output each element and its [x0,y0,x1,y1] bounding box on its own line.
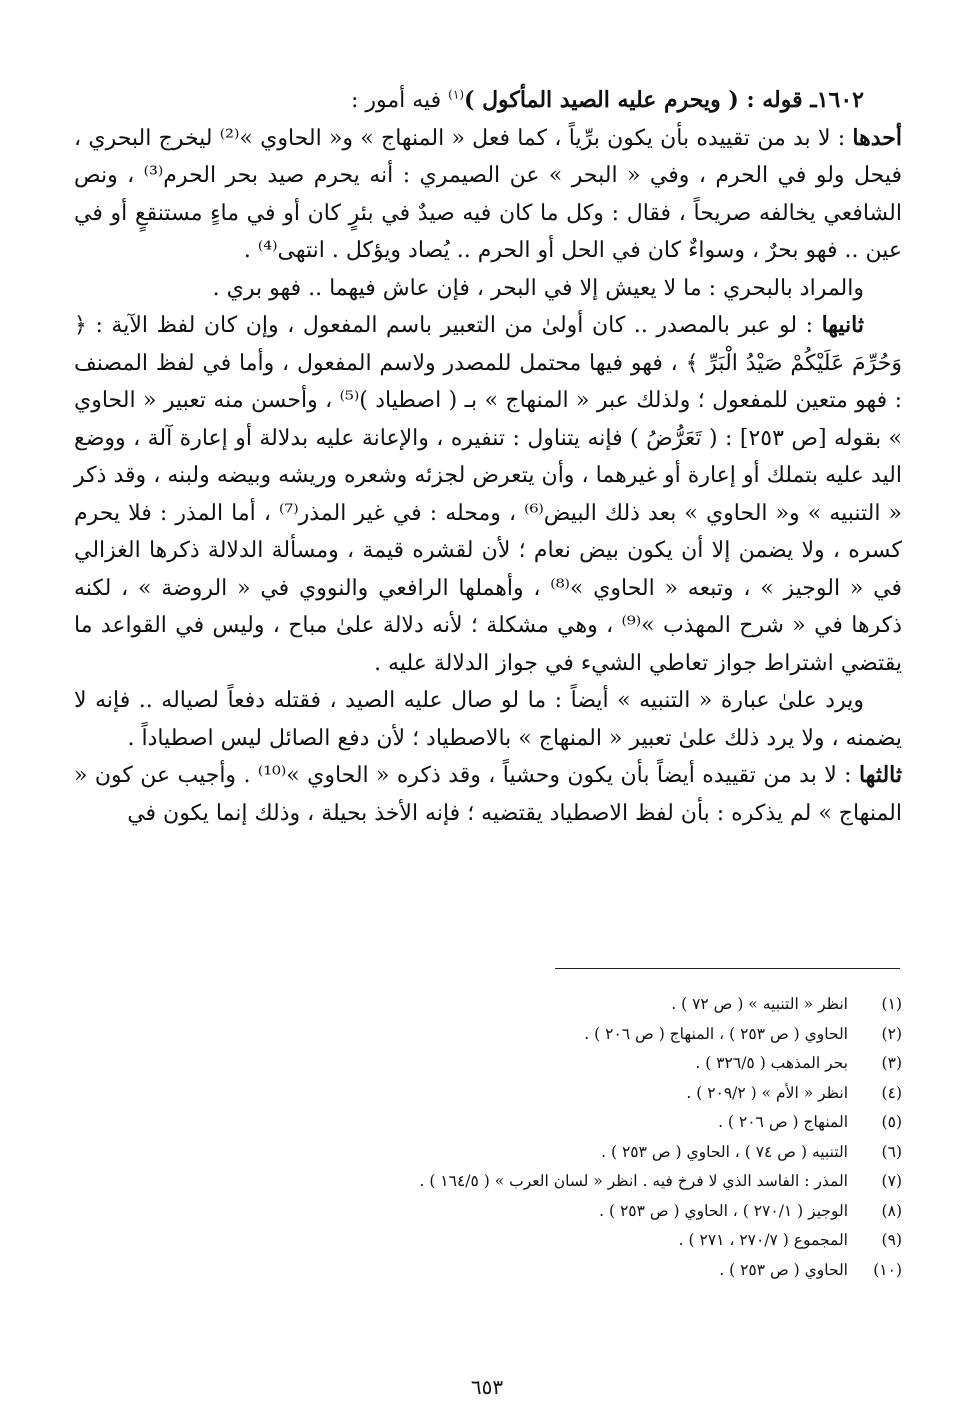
paragraph-2 [74,120,902,270]
footnote-number: (١٠) [873,1260,902,1279]
footnote-number: (٨) [881,1201,902,1220]
footnote-number: (٣) [881,1054,902,1072]
paragraph-1 [74,82,902,120]
paragraph-text: ويرد علىٰ عبارة « التنبيه » أيضاً : ما لو صال عليه الصيد ، فقتله دفعاً لصياله .. فإنه لا يضمنه ، ولا يرد ذلك علىٰ تعبير « المنهاج » بالاصطياد ؛ لأن دفع الصائل ليس اصطياداً . [74,688,902,751]
footnote-number: (٢) [881,1024,902,1043]
footnote-number: (٥) [881,1113,902,1131]
footnote-text: بحر المذهب ( ٣٢٦/٥ ) . [695,1054,848,1072]
main-text [74,82,902,832]
footnote-text: الوجيز ( ٢٧٠/١ ) ، الحاوي ( ص ٢٥٣ ) . [599,1201,848,1220]
footnote-number: (١) [881,995,902,1013]
footnote-text: الحاوي ( ص ٢٥٣ ) ، المنهاج ( ص ٢٠٦ ) . [584,1024,848,1043]
paragraph-text: : لو عبر بالمصدر .. كان أولىٰ من التعبير باسم المفعول ، وإن كان لفظ الآية : ﴿ وَحُرِّمَ عَلَيْكُمْ صَيْدُ الْبَرِّ ﴾ ، فهو فيها محتمل للمصدر ولاسم المفعول ، وأما في لفظ المصنف : فهو متعين للمفعول ؛ ولذلك عبر « المنهاج » بـ ( اصطياد )⁽⁵⁾ ، وأحسن منه تعبير « الحاوي » بقوله [ص ٢٥٣] : ( تَعَرُّضُ ) فإنه يتناول : تنفيره ، والإعانة عليه بدلالة أو إعارة آلة ، ووضع اليد عليه بتملك أو إعارة أو غيرهما ، وأن يتعرض لجزئه وشعره وريشه وبيضه ولبنه ، وقد ذكر « التنبيه » و« الحاوي » بعد ذلك البيض⁽⁶⁾ ، ومحله : في غير المذر⁽⁷⁾ ، أما المذر : فلا يحرم كسره ، ولا يضمن إلا أن يكون بيض نعام ؛ لأن لقشره قيمة ، ومسألة الدلالة ذكرها الغزالي في « الوجيز » ، وتبعه « الحاوي »⁽⁸⁾ ، وأهملها الرافعي والنووي في « الروضة » ، لكنه ذكرها في « شرح المهذب »⁽⁹⁾ ، وهي مشكلة ؛ لأنه دلالة علىٰ مباح ، وليس في القواعد ما يقتضي اشتراط جواز تعاطي الشيء في جواز الدلالة عليه . [74,313,902,676]
paragraph-text: والمراد بالبحري : ما لا يعيش إلا في البحر ، فإن عاش فيهما .. فهو بري . [212,275,864,301]
footnote-text: المجموع ( ٢٧٠/٧ ، ٢٧١ ) . [678,1231,848,1249]
footnote-item [230,1108,902,1138]
footnote-item [230,1049,902,1079]
point-label-third: ثالثها [858,762,902,788]
footnote-text: المنهاج ( ص ٢٠٦ ) . [718,1113,848,1131]
footnote-number: (٦) [881,1142,902,1161]
heading-1602: ١٦٠٢ـ قوله : ( ويحرم عليه الصيد المأكول ) [464,87,864,113]
footnote-item [230,1020,902,1050]
footnote-text: انظر « الأم » ( ٢٠٩/٢ ) . [686,1083,848,1102]
footnote-item [230,1079,902,1109]
paragraph-text: : لا بد من تقييده أيضاً بأن يكون وحشياً ، وقد ذكره « الحاوي »⁽¹⁰⁾ . وأجيب عن كون « المنهاج » لم يذكره : بأن لفظ الاصطياد يقتضيه ؛ فإنه الأخذ بحيلة ، وذلك إنما يكون في [74,763,902,826]
point-label-first: أحدها [852,124,902,151]
footnote-item [230,1138,902,1168]
footnote-item [230,1167,902,1197]
footnote-text: التنبيه ( ص ٧٤ ) ، الحاوي ( ص ٢٥٣ ) . [601,1142,848,1161]
point-label-second: ثانيها [821,312,864,338]
paragraph-3 [74,270,902,308]
paragraph-5 [74,682,902,757]
paragraph-text: فيه أمور : [350,88,449,113]
footnote-item [230,1226,902,1256]
footnote-number: (٧) [881,1172,902,1190]
footnote-number: (٤) [881,1083,902,1102]
footnote-item [230,1256,902,1286]
footnotes-list [230,990,902,1285]
footnote-item [230,1197,902,1227]
footnote-ref-1: (١) [448,87,464,102]
page-number: ٦٥٣ [470,1375,504,1399]
paragraph-4 [74,307,902,682]
footnote-item [230,990,902,1020]
footnote-text: الحاوي ( ص ٢٥٣ ) . [719,1260,848,1279]
footnote-text: المذر : الفاسد الذي لا فرخ فيه . انظر « لسان العرب » ( ١٦٤/٥ ) . [419,1172,848,1190]
footnote-separator [555,968,900,969]
paragraph-text: : لا بد من تقييده بأن يكون برِّياً ، كما فعل « المنهاج » و« الحاوي »⁽²⁾ ليخرج البحري ، فيحل ولو في الحرم ، وفي « البحر » عن الصيمري : أنه يحرم صيد بحر الحرم⁽³⁾ ، ونص الشافعي يخالفه صريحاً ، فقال : وكل ما كان فيه صيدٌ في بئرٍ كان أو في ماءٍ مستنقعٍ أو في عين .. فهو بحرٌ ، وسواءٌ كان في الحل أو الحرم .. يُصاد ويؤكل . انتهى⁽⁴⁾ . [74,125,902,263]
footnote-text: انظر « التنبيه » ( ص ٧٢ ) . [671,995,848,1013]
paragraph-6 [74,757,902,832]
footnote-number: (٩) [881,1231,902,1249]
